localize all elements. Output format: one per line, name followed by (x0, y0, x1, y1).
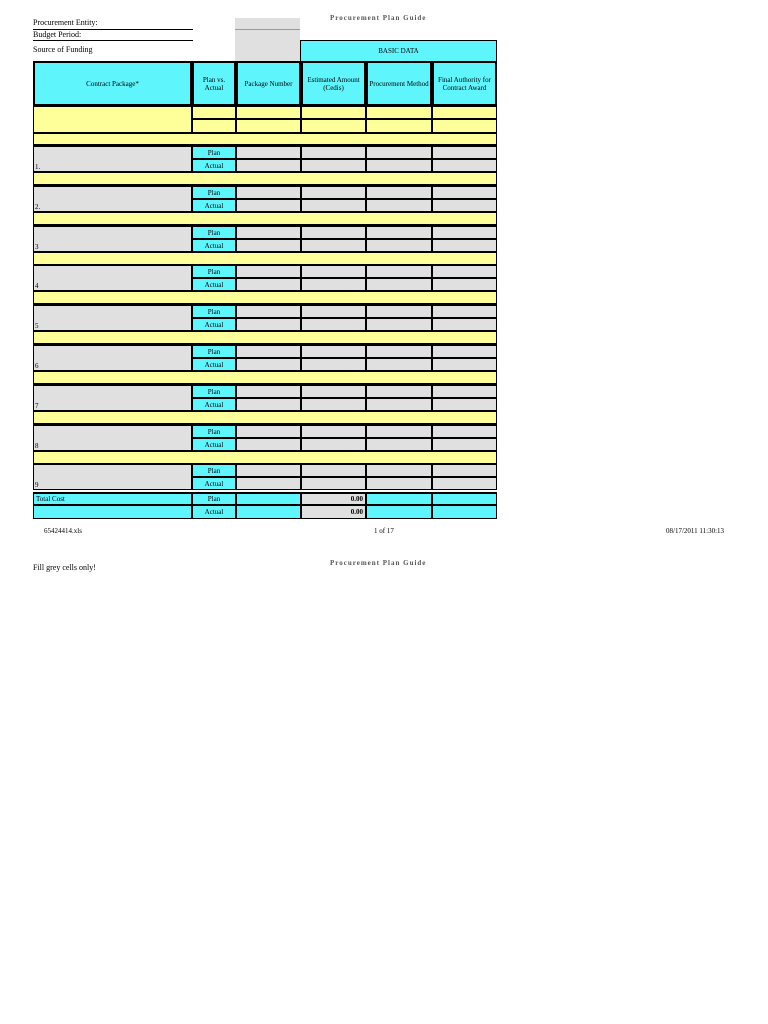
plan-label: Plan (192, 384, 236, 398)
actual-input-cell[interactable] (366, 398, 432, 411)
package-row-number: 3 (35, 243, 39, 251)
plan-input-cell[interactable] (236, 304, 301, 318)
yellow-separator-row[interactable] (33, 331, 497, 344)
total-plan-package-number (236, 492, 301, 505)
plan-input-cell[interactable] (301, 185, 366, 199)
procurement-entity-input[interactable] (235, 18, 300, 29)
contract-package-input[interactable] (33, 463, 192, 490)
actual-label: Actual (192, 159, 236, 172)
actual-input-cell[interactable] (301, 239, 366, 252)
plan-input-cell[interactable] (366, 344, 432, 358)
package-row-number: 7 (35, 402, 39, 410)
actual-input-cell[interactable] (432, 477, 497, 490)
yellow-row[interactable] (33, 133, 497, 145)
plan-input-cell[interactable] (366, 145, 432, 159)
plan-input-cell[interactable] (366, 424, 432, 438)
plan-input-cell[interactable] (236, 384, 301, 398)
actual-input-cell[interactable] (301, 278, 366, 291)
yellow-cell[interactable] (236, 106, 301, 119)
actual-input-cell[interactable] (432, 438, 497, 451)
fill-grey-note: Fill grey cells only! (33, 563, 96, 572)
yellow-cell[interactable] (432, 119, 497, 133)
actual-input-cell[interactable] (366, 199, 432, 212)
plan-input-cell[interactable] (301, 344, 366, 358)
plan-input-cell[interactable] (366, 304, 432, 318)
actual-input-cell[interactable] (432, 318, 497, 331)
contract-package-input[interactable] (33, 225, 192, 252)
plan-input-cell[interactable] (366, 463, 432, 477)
plan-input-cell[interactable] (432, 264, 497, 278)
actual-input-cell[interactable] (366, 477, 432, 490)
actual-label: Actual (192, 278, 236, 291)
package-row-number: 4 (35, 282, 39, 290)
plan-input-cell[interactable] (236, 424, 301, 438)
yellow-separator-row[interactable] (33, 291, 497, 304)
plan-input-cell[interactable] (432, 384, 497, 398)
contract-package-input[interactable] (33, 185, 192, 212)
plan-input-cell[interactable] (236, 264, 301, 278)
col-estimated-amount: Estimated Amount (Cedis) (301, 61, 366, 106)
plan-input-cell[interactable] (432, 225, 497, 239)
plan-input-cell[interactable] (432, 424, 497, 438)
footer-filename: 65424414.xls (44, 527, 82, 535)
yellow-cell[interactable] (301, 119, 366, 133)
actual-input-cell[interactable] (366, 318, 432, 331)
plan-input-cell[interactable] (366, 225, 432, 239)
actual-label: Actual (192, 477, 236, 490)
actual-input-cell[interactable] (236, 477, 301, 490)
document-title: Procurement Plan Guide (330, 14, 427, 22)
plan-input-cell[interactable] (236, 185, 301, 199)
actual-input-cell[interactable] (366, 278, 432, 291)
actual-input-cell[interactable] (432, 358, 497, 371)
plan-input-cell[interactable] (432, 304, 497, 318)
plan-input-cell[interactable] (432, 145, 497, 159)
document-title-2: Procurement Plan Guide (330, 559, 427, 567)
yellow-block-top (33, 106, 497, 145)
contract-package-input[interactable] (33, 304, 192, 331)
actual-input-cell[interactable] (301, 477, 366, 490)
yellow-separator-row[interactable] (33, 212, 497, 225)
actual-label: Actual (192, 199, 236, 212)
plan-input-cell[interactable] (432, 344, 497, 358)
plan-label: Plan (192, 424, 236, 438)
actual-input-cell[interactable] (301, 358, 366, 371)
total-actual-label: Actual (192, 505, 236, 519)
yellow-cell[interactable] (192, 119, 236, 133)
contract-package-input[interactable] (33, 424, 192, 451)
plan-input-cell[interactable] (301, 145, 366, 159)
yellow-separator-row[interactable] (33, 371, 497, 384)
total-plan-method (366, 492, 432, 505)
plan-input-cell[interactable] (301, 304, 366, 318)
footer-page: 1 of 17 (374, 527, 394, 535)
yellow-cell[interactable] (236, 119, 301, 133)
actual-input-cell[interactable] (366, 438, 432, 451)
total-actual-method (366, 505, 432, 519)
plan-input-cell[interactable] (236, 463, 301, 477)
actual-input-cell[interactable] (236, 358, 301, 371)
actual-input-cell[interactable] (301, 159, 366, 172)
actual-input-cell[interactable] (236, 438, 301, 451)
plan-input-cell[interactable] (301, 463, 366, 477)
yellow-cell[interactable] (366, 119, 432, 133)
source-of-funding-label: Source of Funding (33, 45, 93, 54)
actual-input-cell[interactable] (432, 239, 497, 252)
col-plan-vs-actual: Plan vs. Actual (192, 61, 236, 106)
actual-input-cell[interactable] (301, 438, 366, 451)
actual-input-cell[interactable] (236, 398, 301, 411)
actual-input-cell[interactable] (432, 199, 497, 212)
actual-input-cell[interactable] (236, 159, 301, 172)
yellow-cell[interactable] (366, 106, 432, 119)
plan-input-cell[interactable] (366, 264, 432, 278)
package-row-number: 2. (35, 203, 41, 211)
actual-input-cell[interactable] (432, 398, 497, 411)
plan-input-cell[interactable] (301, 264, 366, 278)
actual-input-cell[interactable] (301, 199, 366, 212)
package-row-number: 6 (35, 362, 39, 370)
plan-input-cell[interactable] (301, 225, 366, 239)
col-contract-package: Contract Package* (33, 61, 192, 106)
plan-label: Plan (192, 145, 236, 159)
contract-package-input[interactable] (33, 264, 192, 291)
actual-input-cell[interactable] (366, 239, 432, 252)
actual-input-cell[interactable] (236, 239, 301, 252)
col-final-authority: Final Authority for Contract Award (432, 61, 497, 106)
procurement-entity-label: Procurement Entity: (33, 18, 98, 27)
yellow-separator-row[interactable] (33, 411, 497, 424)
actual-input-cell[interactable] (236, 199, 301, 212)
package-row-number: 9 (35, 481, 39, 489)
total-actual-amount: 0.00 (301, 505, 366, 519)
actual-input-cell[interactable] (301, 398, 366, 411)
total-actual-authority (432, 505, 497, 519)
actual-input-cell[interactable] (432, 159, 497, 172)
plan-label: Plan (192, 185, 236, 199)
yellow-cell[interactable] (192, 106, 236, 119)
total-cost-label-blank (33, 505, 192, 519)
actual-label: Actual (192, 239, 236, 252)
contract-package-input[interactable] (33, 384, 192, 411)
package-row-number: 5 (35, 322, 39, 330)
actual-input-cell[interactable] (366, 159, 432, 172)
budget-period-label: Budget Period: (33, 30, 82, 39)
footer-timestamp: 08/17/2011 11:30:13 (666, 527, 725, 535)
plan-label: Plan (192, 264, 236, 278)
plan-input-cell[interactable] (301, 424, 366, 438)
actual-input-cell[interactable] (432, 278, 497, 291)
yellow-separator-row[interactable] (33, 172, 497, 185)
actual-label: Actual (192, 398, 236, 411)
plan-label: Plan (192, 304, 236, 318)
package-row-number: 8 (35, 442, 39, 450)
total-plan-amount: 0.00 (301, 492, 366, 505)
yellow-cell[interactable] (33, 106, 192, 133)
col-procurement-method: Procurement Method (366, 61, 432, 106)
source-of-funding-input[interactable] (235, 41, 300, 61)
plan-input-cell[interactable] (236, 225, 301, 239)
plan-input-cell[interactable] (236, 145, 301, 159)
actual-input-cell[interactable] (301, 318, 366, 331)
actual-label: Actual (192, 358, 236, 371)
actual-input-cell[interactable] (236, 318, 301, 331)
total-cost-label: Total Cost (33, 492, 192, 505)
plan-input-cell[interactable] (236, 344, 301, 358)
plan-label: Plan (192, 463, 236, 477)
contract-package-input[interactable] (33, 344, 192, 371)
yellow-cell[interactable] (301, 106, 366, 119)
package-row-number: 1. (35, 163, 41, 171)
actual-input-cell[interactable] (366, 358, 432, 371)
plan-input-cell[interactable] (432, 185, 497, 199)
total-actual-package-number (236, 505, 301, 519)
plan-input-cell[interactable] (366, 185, 432, 199)
yellow-cell[interactable] (432, 106, 497, 119)
plan-input-cell[interactable] (366, 384, 432, 398)
col-package-number: Package Number (236, 61, 301, 106)
plan-input-cell[interactable] (301, 384, 366, 398)
plan-input-cell[interactable] (432, 463, 497, 477)
budget-period-input[interactable] (235, 29, 300, 41)
actual-label: Actual (192, 438, 236, 451)
budget-period-line (33, 40, 193, 41)
plan-label: Plan (192, 225, 236, 239)
plan-label: Plan (192, 344, 236, 358)
total-plan-label: Plan (192, 492, 236, 505)
actual-input-cell[interactable] (236, 278, 301, 291)
actual-label: Actual (192, 318, 236, 331)
contract-package-input[interactable] (33, 145, 192, 172)
basic-data-header: BASIC DATA (300, 40, 497, 61)
total-plan-authority (432, 492, 497, 505)
